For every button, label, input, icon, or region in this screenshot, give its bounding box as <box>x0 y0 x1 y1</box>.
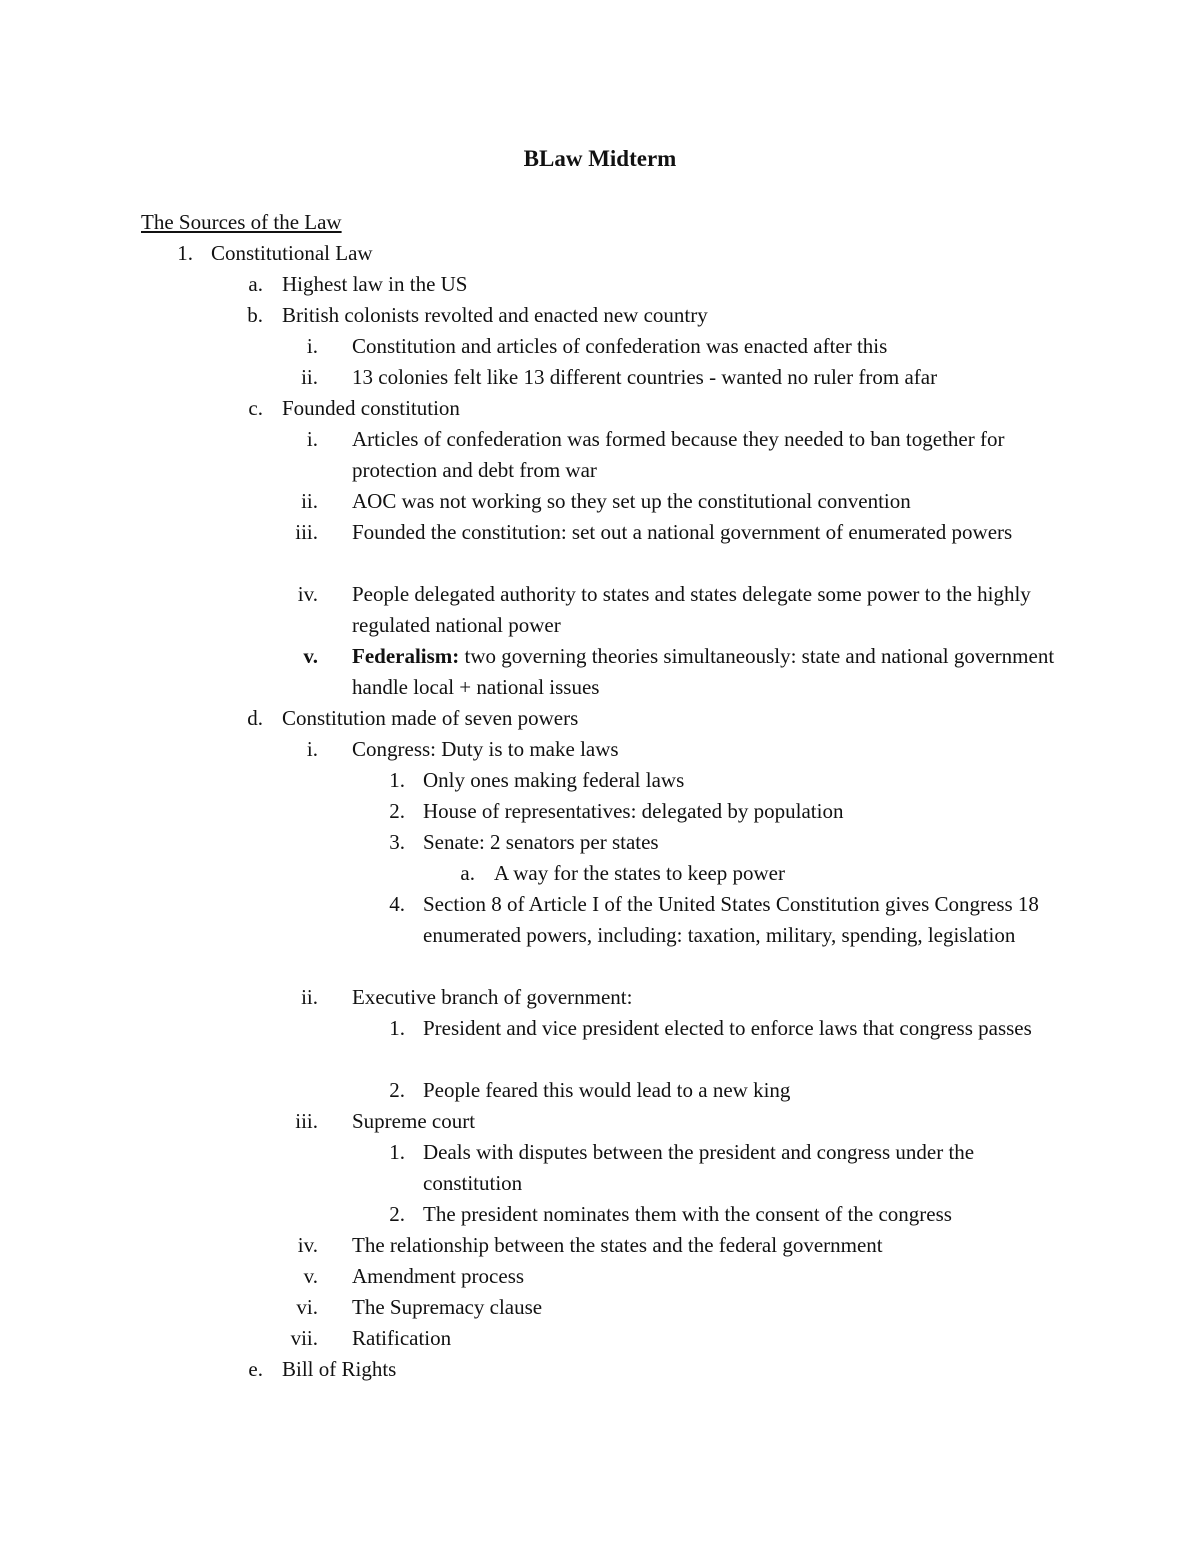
outline-list <box>0 238 1200 1385</box>
outline-item <box>0 362 1200 393</box>
section-heading: The Sources of the Law <box>141 210 342 234</box>
outline-item <box>0 641 1200 703</box>
item-marker: iii. <box>295 1109 318 1133</box>
item-text: British colonists revolted and enacted new country <box>282 303 708 327</box>
item-text: People feared this would lead to a new king <box>423 1078 791 1102</box>
item-marker: ii. <box>301 985 318 1009</box>
outline-item <box>0 579 1200 641</box>
item-marker: i. <box>306 334 318 358</box>
item-text: AOC was not working so they set up the constitutional convention <box>352 489 911 513</box>
item-text: Ratification <box>352 1326 452 1350</box>
outline-item <box>0 827 1200 858</box>
item-marker: vi. <box>296 1295 318 1319</box>
item-marker: iv. <box>297 1233 318 1257</box>
item-marker: d. <box>247 706 263 730</box>
item-marker: i. <box>306 737 318 761</box>
item-text: The Supremacy clause <box>352 1295 543 1319</box>
item-marker: 2. <box>389 799 405 823</box>
outline-item <box>0 703 1200 734</box>
document-title: BLaw Midterm <box>523 146 677 171</box>
item-text: Senate: 2 senators per states <box>423 830 659 854</box>
item-marker: v. <box>303 644 318 668</box>
item-text: Articles of confederation was formed because they needed to ban together for protection and debt from war <box>352 427 1005 482</box>
outline-item <box>0 1323 1200 1354</box>
outline-item <box>0 889 1200 982</box>
item-marker: 1. <box>177 241 193 265</box>
item-text: Constitutional Law <box>211 241 373 265</box>
item-marker: iii. <box>295 520 318 544</box>
item-text: People delegated authority to states and states delegate some power to the highly regulated national power <box>352 582 1031 637</box>
outline-item <box>0 1261 1200 1292</box>
item-text: Bill of Rights <box>282 1357 397 1381</box>
item-text: The relationship between the states and the federal government <box>352 1233 883 1257</box>
outline-item <box>0 1292 1200 1323</box>
outline-item <box>0 424 1200 486</box>
term-definition: two governing theories simultaneously: state and national government handle local + national issues <box>352 644 1055 699</box>
item-marker: ii. <box>301 365 318 389</box>
item-text: Supreme court <box>352 1109 476 1133</box>
item-marker: 2. <box>389 1202 405 1226</box>
outline-item <box>0 1199 1200 1230</box>
item-marker: c. <box>248 396 263 420</box>
outline-item <box>0 1013 1200 1075</box>
item-marker: 3. <box>389 830 405 854</box>
outline-item <box>0 331 1200 362</box>
item-marker: b. <box>247 303 263 327</box>
item-marker: a. <box>248 272 263 296</box>
item-marker: 1. <box>389 1016 405 1040</box>
item-marker: vii. <box>290 1326 318 1350</box>
item-marker: 2. <box>389 1078 405 1102</box>
item-marker: v. <box>303 1264 318 1288</box>
item-text: Deals with disputes between the president and congress under the constitution <box>423 1140 975 1195</box>
item-marker: 1. <box>389 768 405 792</box>
item-text: Amendment process <box>352 1264 525 1288</box>
outline-item <box>0 1230 1200 1261</box>
item-text: Founded the constitution: set out a national government of enumerated powers <box>352 520 1013 544</box>
outline-item <box>0 300 1200 331</box>
item-text: Constitution made of seven powers <box>282 706 579 730</box>
item-text: House of representatives: delegated by population <box>423 799 844 823</box>
outline-item <box>0 1075 1200 1106</box>
term-label: Federalism: <box>352 644 460 668</box>
item-text: Congress: Duty is to make laws <box>352 737 619 761</box>
outline-item <box>0 858 1200 889</box>
outline-item <box>0 982 1200 1013</box>
outline-item <box>0 393 1200 424</box>
outline-item <box>0 1137 1200 1199</box>
outline-item <box>0 796 1200 827</box>
item-text: President and vice president elected to enforce laws that congress passes <box>423 1016 1032 1040</box>
item-text <box>352 641 1062 703</box>
item-text: The president nominates them with the consent of the congress <box>423 1202 952 1226</box>
item-marker: 4. <box>389 892 405 916</box>
item-marker: iv. <box>297 582 318 606</box>
item-text: Section 8 of Article I of the United States Constitution gives Congress 18 enumerated powers, including: taxation, military, spending, legislation <box>423 892 1039 947</box>
outline-item <box>0 269 1200 300</box>
outline-item <box>0 238 1200 269</box>
item-text: Executive branch of government: <box>352 985 633 1009</box>
item-text: 13 colonies felt like 13 different countries - wanted no ruler from afar <box>352 365 938 389</box>
item-marker: i. <box>306 427 318 451</box>
item-text: Constitution and articles of confederation was enacted after this <box>352 334 888 358</box>
item-marker: a. <box>460 861 475 885</box>
outline-item <box>0 765 1200 796</box>
item-marker: ii. <box>301 489 318 513</box>
item-marker: 1. <box>389 1140 405 1164</box>
outline-item <box>0 734 1200 765</box>
outline-item <box>0 1354 1200 1385</box>
outline-item <box>0 517 1200 579</box>
outline-item <box>0 486 1200 517</box>
item-text: Founded constitution <box>282 396 460 420</box>
outline-item <box>0 1106 1200 1137</box>
item-text: A way for the states to keep power <box>494 861 785 885</box>
item-text: Highest law in the US <box>282 272 468 296</box>
item-marker: e. <box>248 1357 263 1381</box>
item-text: Only ones making federal laws <box>423 768 685 792</box>
